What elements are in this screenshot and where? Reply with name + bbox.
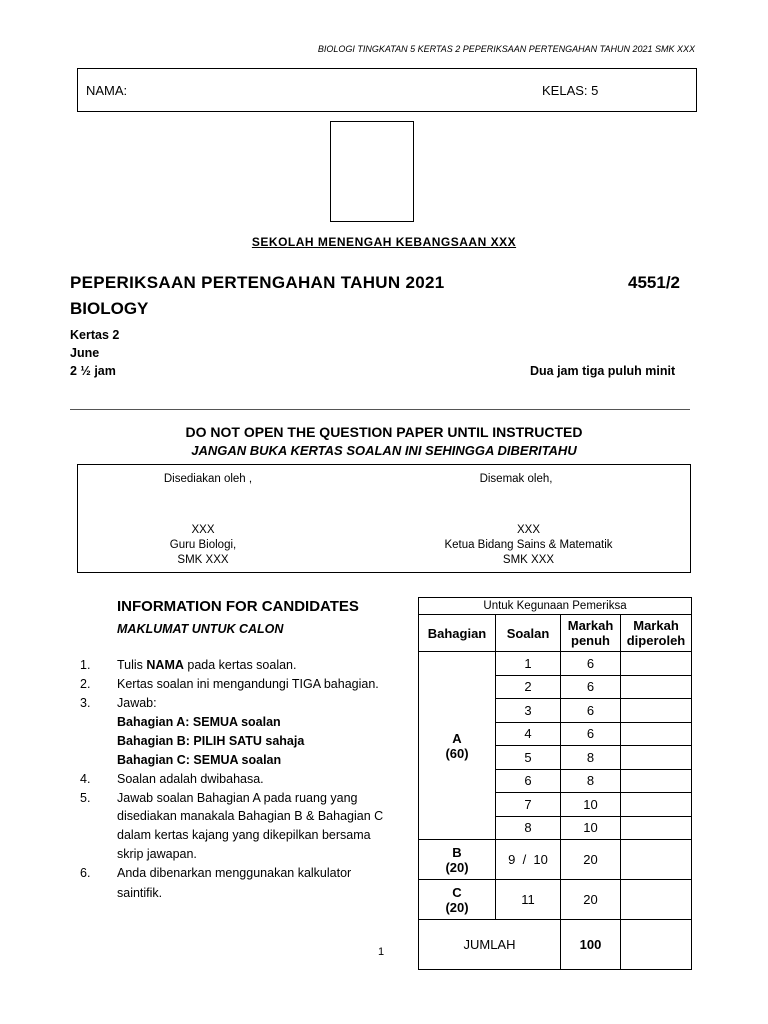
marks-obtained-cell[interactable]	[621, 652, 692, 676]
header-markah-diperoleh: Markah diperoleh	[621, 615, 692, 652]
page-number: 1	[378, 946, 385, 958]
exam-duration: 2 ½ jam	[70, 364, 116, 378]
item-number: 5.	[80, 791, 91, 805]
full-marks: 8	[561, 746, 621, 770]
section-b-cell	[419, 840, 496, 880]
info-subtitle: MAKLUMAT UNTUK CALON	[117, 622, 284, 636]
prepared-by-label: Disediakan oleh ,	[163, 473, 253, 485]
full-marks: 10	[561, 816, 621, 840]
full-marks: 10	[561, 793, 621, 817]
section-c-cell	[419, 880, 496, 920]
warning-malay: JANGAN BUKA KERTAS SOALAN INI SEHINGGA DIBERITAHU	[191, 443, 577, 458]
instruction-item: Jawab:	[117, 696, 157, 710]
item-number: 6.	[80, 866, 91, 880]
instruction-item: Soalan adalah dwibahasa.	[117, 772, 264, 786]
question-number: 3	[496, 699, 561, 723]
prepared-by-name: XXX	[191, 524, 215, 536]
question-number: 11	[496, 880, 561, 920]
instruction-item: Jawab soalan Bahagian A pada ruang yang	[117, 791, 358, 805]
table-caption: Untuk Kegunaan Pemeriksa	[419, 598, 692, 615]
instruction-item: disediakan manakala Bahagian B & Bahagian C	[117, 809, 384, 823]
marks-obtained-cell[interactable]	[621, 722, 692, 746]
warning-english: DO NOT OPEN THE QUESTION PAPER UNTIL INSTRUCTED	[185, 424, 583, 440]
item-number: 2.	[80, 677, 91, 691]
marks-obtained-cell[interactable]	[621, 746, 692, 770]
question-number: 4	[496, 722, 561, 746]
item-number: 1.	[80, 658, 91, 672]
marks-obtained-cell[interactable]	[621, 793, 692, 817]
total-label: JUMLAH	[419, 920, 561, 970]
question-number: 1	[496, 652, 561, 676]
header-markah-penuh: Markah penuh	[561, 615, 621, 652]
prepared-by-school: SMK XXX	[177, 554, 229, 566]
instruction-item: skrip jawapan.	[117, 847, 197, 861]
question-number: 8	[496, 816, 561, 840]
name-label: NAMA:	[86, 83, 128, 98]
instruction-item: Tulis NAMA pada kertas soalan.	[117, 658, 297, 672]
question-number: 7	[496, 793, 561, 817]
paper-code: 4551/2	[628, 273, 680, 292]
section-c-label: C	[452, 884, 462, 900]
info-title: INFORMATION FOR CANDIDATES	[117, 598, 359, 615]
instruction-subitem: Bahagian A: SEMUA soalan	[117, 715, 281, 729]
instruction-item: Anda dibenarkan menggunakan kalkulator	[117, 866, 352, 880]
exam-month: June	[70, 346, 100, 360]
checked-by-block	[416, 523, 641, 568]
marks-obtained-cell[interactable]	[621, 769, 692, 793]
instruction-subitem: Bahagian B: PILIH SATU sahaja	[117, 734, 305, 748]
full-marks: 6	[561, 722, 621, 746]
full-marks: 20	[561, 880, 621, 920]
instruction-item: saintifik.	[117, 886, 163, 900]
examiner-table	[418, 597, 692, 970]
checked-by-name: XXX	[516, 524, 540, 536]
item-number: 3.	[80, 696, 91, 710]
section-a-marks: (60)	[445, 745, 469, 761]
full-marks: 6	[561, 652, 621, 676]
marks-obtained-cell[interactable]	[621, 816, 692, 840]
marks-obtained-cell[interactable]	[621, 675, 692, 699]
marks-obtained-cell[interactable]	[621, 840, 692, 880]
section-a-label: A	[452, 730, 462, 746]
paper-number: Kertas 2	[70, 328, 120, 342]
total-obtained-cell[interactable]	[621, 920, 692, 970]
section-c-marks: (20)	[445, 899, 469, 915]
instruction-item: dalam kertas kajang yang dikepilkan bersama	[117, 828, 371, 842]
checked-by-school: SMK XXX	[502, 554, 555, 566]
total-value: 100	[561, 920, 621, 970]
section-b-label: B	[452, 844, 462, 860]
full-marks: 6	[561, 675, 621, 699]
class-label: KELAS: 5	[542, 83, 599, 98]
marks-obtained-cell[interactable]	[621, 699, 692, 723]
exam-duration-words: Dua jam tiga puluh minit	[530, 364, 676, 378]
signature-box	[77, 464, 691, 573]
student-info-box	[77, 68, 697, 112]
question-number: 6	[496, 769, 561, 793]
question-number: 2	[496, 675, 561, 699]
prepared-by-block	[133, 523, 273, 568]
marks-obtained-cell[interactable]	[621, 880, 692, 920]
header-soalan: Soalan	[496, 615, 561, 652]
section-a-cell	[419, 652, 496, 840]
question-number: 9 / 10	[496, 840, 561, 880]
page-header: BIOLOGI TINGKATAN 5 KERTAS 2 PEPERIKSAAN PERTENGAHAN TAHUN 2021 SMK XXX	[317, 44, 695, 54]
instruction-subitem: Bahagian C: SEMUA soalan	[117, 753, 282, 767]
logo-placeholder	[330, 121, 414, 222]
full-marks: 8	[561, 769, 621, 793]
exam-title: PEPERIKSAAN PERTENGAHAN TAHUN 2021	[70, 273, 445, 292]
section-b-marks: (20)	[445, 859, 469, 875]
school-name: SEKOLAH MENENGAH KEBANGSAAN XXX	[251, 235, 517, 249]
prepared-by-role: Guru Biologi,	[169, 539, 237, 551]
checked-by-label: Disemak oleh,	[479, 473, 553, 485]
checked-by-role: Ketua Bidang Sains & Matematik	[444, 539, 613, 551]
item-number: 4.	[80, 772, 91, 786]
full-marks: 20	[561, 840, 621, 880]
question-number: 5	[496, 746, 561, 770]
subject-title: BIOLOGY	[70, 299, 149, 318]
full-marks: 6	[561, 699, 621, 723]
header-bahagian: Bahagian	[419, 615, 496, 652]
divider	[70, 409, 690, 410]
instruction-item: Kertas soalan ini mengandungi TIGA bahagian.	[117, 677, 379, 691]
